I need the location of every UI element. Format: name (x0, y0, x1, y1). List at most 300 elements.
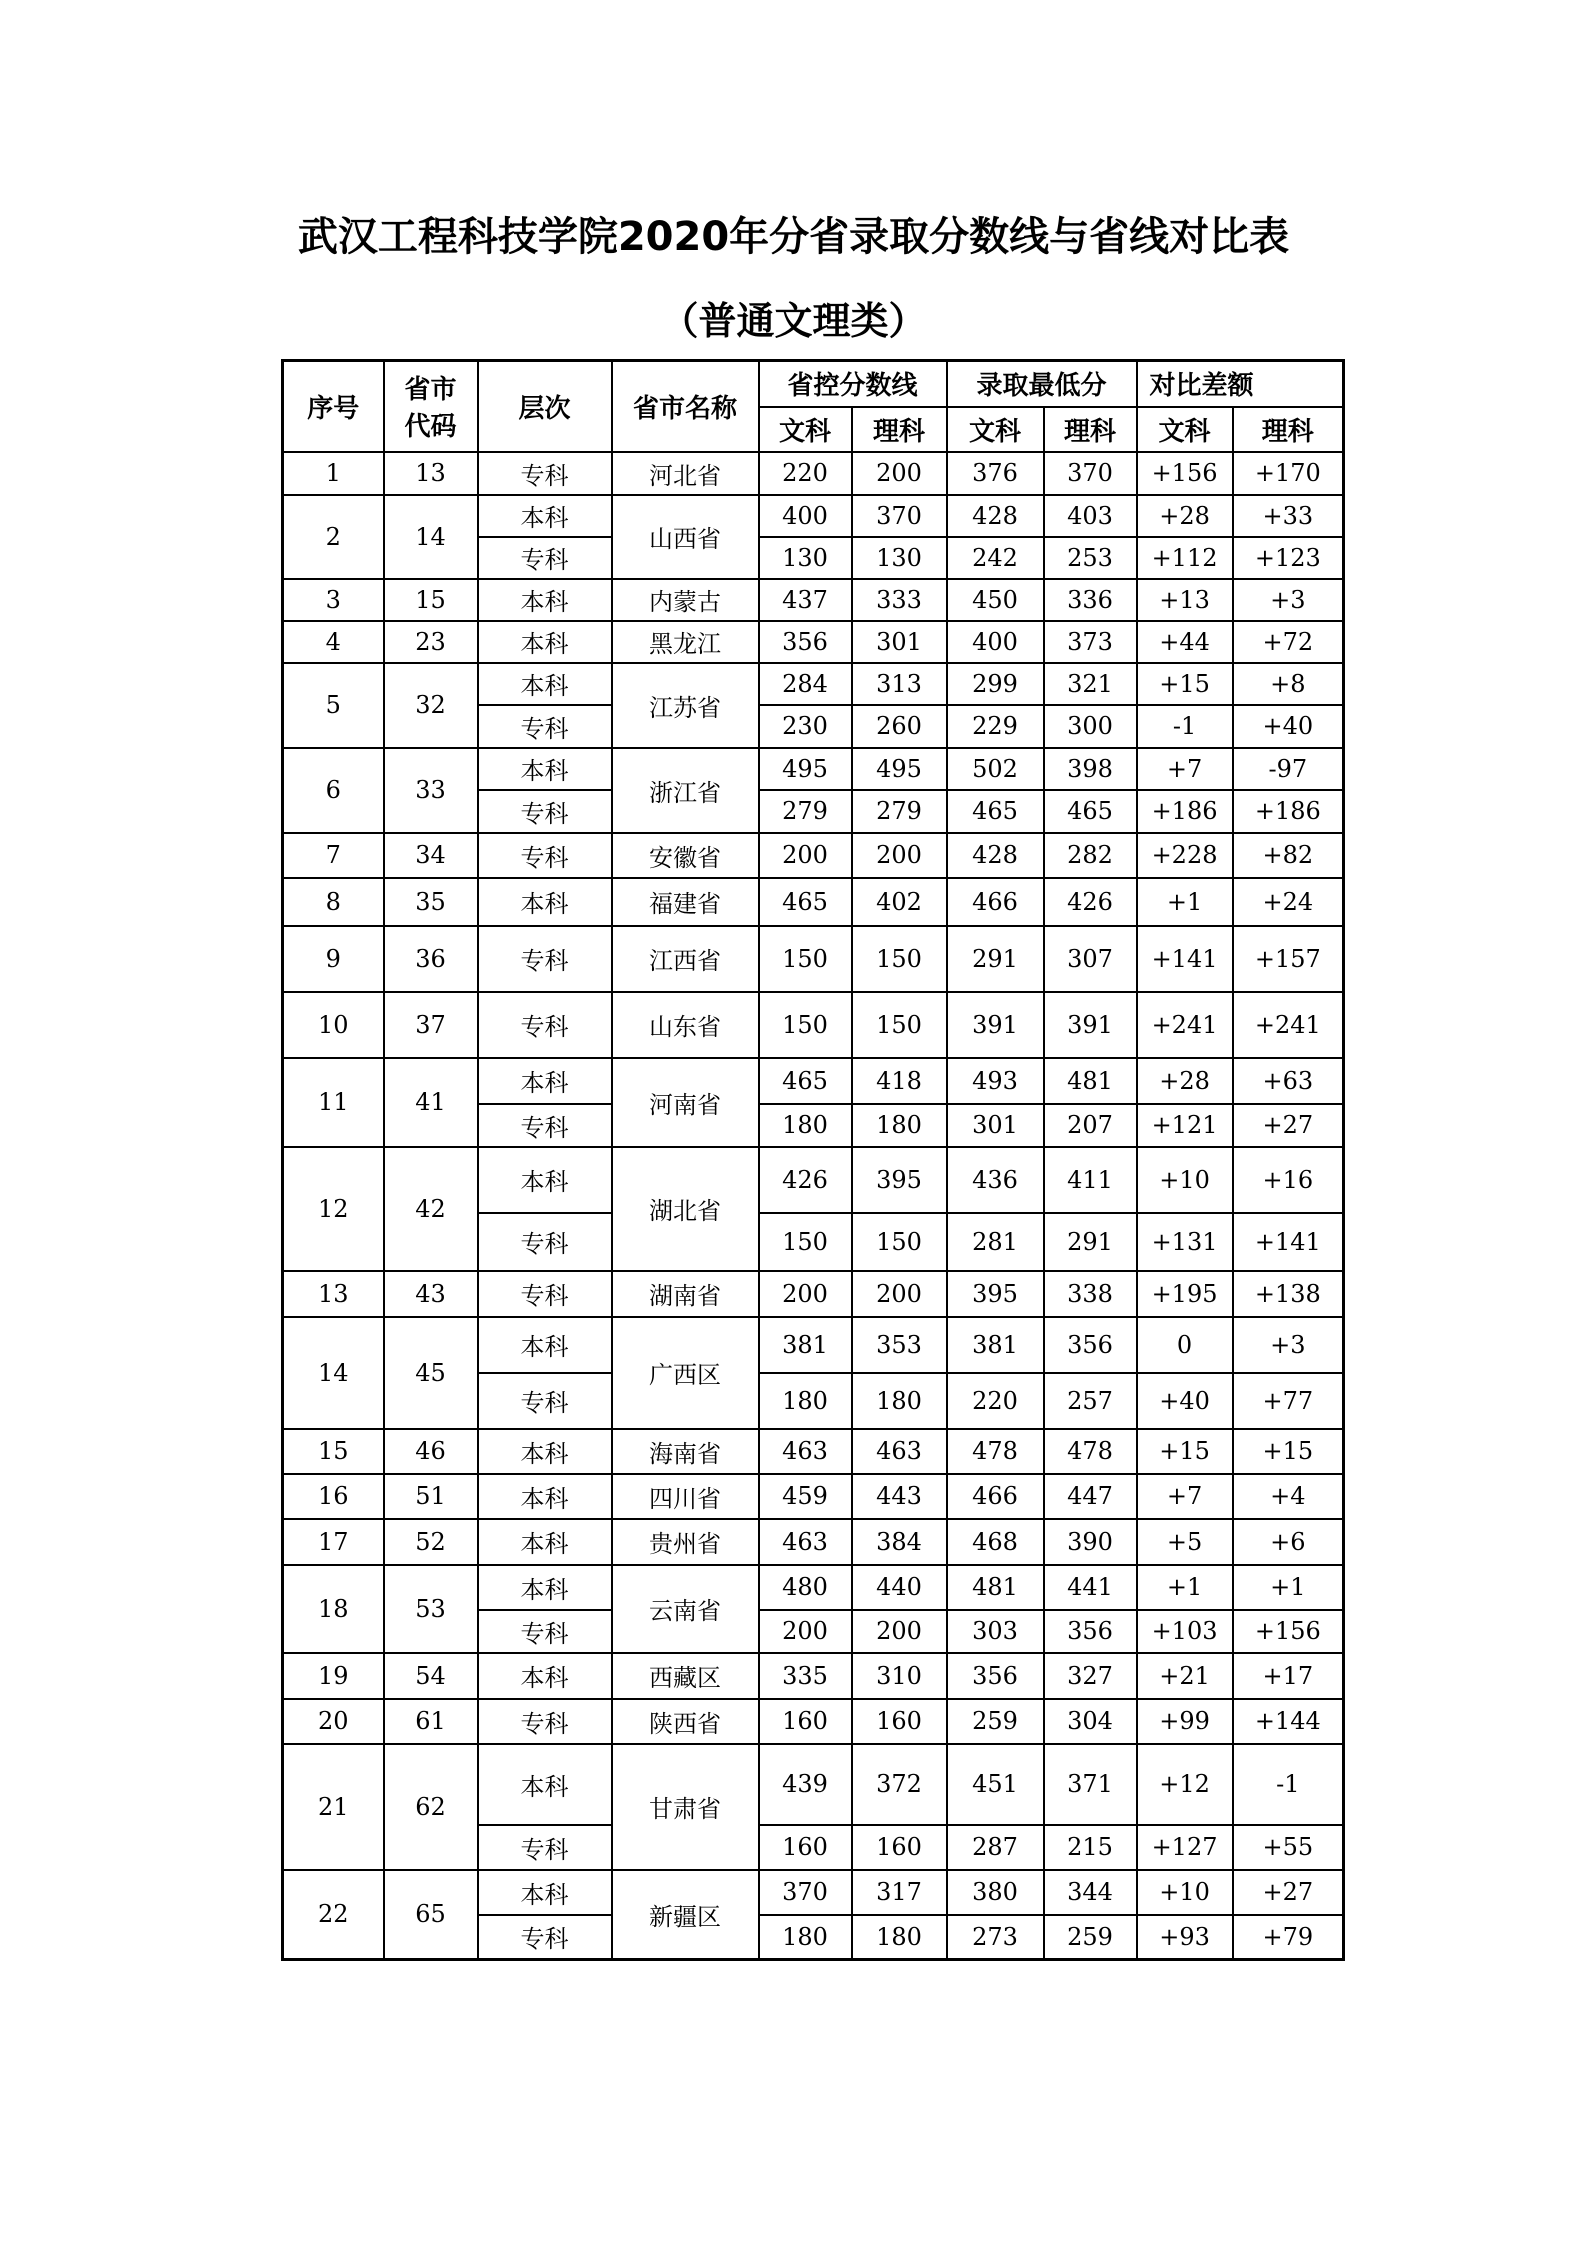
cell-diff-sci: +170 (1233, 452, 1344, 495)
cell-min-arts: 259 (947, 1699, 1044, 1744)
cell-index: 1 (283, 452, 384, 495)
cell-ctrl-sci: 200 (852, 1271, 947, 1317)
cell-ctrl-arts: 463 (759, 1429, 852, 1474)
cell-index: 14 (283, 1317, 384, 1429)
table-row (283, 663, 1344, 705)
cell-index: 10 (283, 992, 384, 1058)
cell-province: 江苏省 (612, 663, 759, 748)
cell-index: 9 (283, 926, 384, 992)
cell-diff-sci: +16 (1233, 1147, 1344, 1213)
cell-min-arts: 391 (947, 992, 1044, 1058)
cell-level: 本科 (478, 1744, 612, 1825)
cell-diff-arts: +40 (1137, 1373, 1233, 1429)
cell-ctrl-sci: 418 (852, 1058, 947, 1104)
cell-level: 本科 (478, 1870, 612, 1915)
cell-code: 46 (384, 1429, 478, 1474)
table-row (283, 1147, 1344, 1213)
cell-min-sci: 391 (1044, 992, 1137, 1058)
cell-min-sci: 481 (1044, 1058, 1137, 1104)
cell-diff-arts: 0 (1137, 1317, 1233, 1373)
cell-ctrl-arts: 284 (759, 663, 852, 705)
cell-diff-sci: +15 (1233, 1429, 1344, 1474)
cell-diff-sci: +3 (1233, 579, 1344, 621)
cell-min-sci: 207 (1044, 1104, 1137, 1147)
cell-diff-arts: +156 (1137, 452, 1233, 495)
cell-ctrl-sci: 260 (852, 705, 947, 748)
cell-ctrl-arts: 439 (759, 1744, 852, 1825)
cell-diff-sci: +186 (1233, 790, 1344, 833)
cell-min-arts: 466 (947, 878, 1044, 926)
cell-min-arts: 478 (947, 1429, 1044, 1474)
cell-min-sci: 327 (1044, 1653, 1137, 1699)
cell-index: 5 (283, 663, 384, 748)
cell-min-arts: 465 (947, 790, 1044, 833)
cell-min-arts: 376 (947, 452, 1044, 495)
cell-index: 12 (283, 1147, 384, 1271)
cell-level: 专科 (478, 705, 612, 748)
table-row (283, 878, 1344, 926)
header-province: 省市名称 (612, 361, 759, 452)
cell-min-arts: 291 (947, 926, 1044, 992)
cell-ctrl-arts: 150 (759, 1213, 852, 1271)
cell-diff-arts: +99 (1137, 1699, 1233, 1744)
cell-min-sci: 336 (1044, 579, 1137, 621)
cell-diff-arts: +21 (1137, 1653, 1233, 1699)
cell-ctrl-sci: 301 (852, 621, 947, 663)
cell-diff-sci: +123 (1233, 537, 1344, 579)
cell-level: 本科 (478, 878, 612, 926)
cell-diff-sci: +3 (1233, 1317, 1344, 1373)
cell-code: 61 (384, 1699, 478, 1744)
cell-level: 专科 (478, 1104, 612, 1147)
cell-province: 西藏区 (612, 1653, 759, 1699)
table-row (283, 1474, 1344, 1519)
cell-min-arts: 380 (947, 1870, 1044, 1915)
cell-min-arts: 299 (947, 663, 1044, 705)
cell-ctrl-arts: 200 (759, 1610, 852, 1653)
cell-level: 专科 (478, 992, 612, 1058)
header-min-arts: 文科 (947, 407, 1044, 452)
cell-diff-sci: +8 (1233, 663, 1344, 705)
cell-diff-arts: +15 (1137, 1429, 1233, 1474)
cell-diff-sci: +55 (1233, 1825, 1344, 1870)
header-level: 层次 (478, 361, 612, 452)
cell-ctrl-arts: 160 (759, 1699, 852, 1744)
cell-level: 专科 (478, 1213, 612, 1271)
cell-min-sci: 307 (1044, 926, 1137, 992)
cell-ctrl-sci: 150 (852, 926, 947, 992)
cell-index: 4 (283, 621, 384, 663)
cell-level: 本科 (478, 579, 612, 621)
cell-code: 23 (384, 621, 478, 663)
cell-min-arts: 428 (947, 833, 1044, 878)
cell-index: 7 (283, 833, 384, 878)
header-code: 省市代码 (384, 361, 478, 452)
document-subtitle: （普通文理类） (660, 299, 927, 343)
cell-min-sci: 465 (1044, 790, 1137, 833)
cell-ctrl-sci: 200 (852, 833, 947, 878)
cell-diff-arts: +195 (1137, 1271, 1233, 1317)
table-row (283, 833, 1344, 878)
cell-min-sci: 373 (1044, 621, 1137, 663)
cell-diff-sci: +63 (1233, 1058, 1344, 1104)
cell-code: 33 (384, 748, 478, 833)
cell-province: 广西区 (612, 1317, 759, 1429)
cell-diff-arts: +1 (1137, 878, 1233, 926)
cell-code: 65 (384, 1870, 478, 1960)
table-row (283, 495, 1344, 537)
table-row (283, 1744, 1344, 1825)
cell-diff-sci: +4 (1233, 1474, 1344, 1519)
cell-index: 6 (283, 748, 384, 833)
cell-province: 山西省 (612, 495, 759, 579)
cell-code: 36 (384, 926, 478, 992)
cell-min-arts: 356 (947, 1653, 1044, 1699)
cell-diff-sci: +77 (1233, 1373, 1344, 1429)
cell-code: 45 (384, 1317, 478, 1429)
cell-ctrl-arts: 200 (759, 833, 852, 878)
cell-province: 河北省 (612, 452, 759, 495)
cell-min-sci: 370 (1044, 452, 1137, 495)
table-row (283, 1519, 1344, 1565)
cell-diff-arts: +12 (1137, 1744, 1233, 1825)
cell-diff-arts: +112 (1137, 537, 1233, 579)
cell-code: 37 (384, 992, 478, 1058)
cell-diff-sci: +138 (1233, 1271, 1344, 1317)
cell-ctrl-arts: 180 (759, 1104, 852, 1147)
cell-ctrl-sci: 180 (852, 1915, 947, 1960)
cell-ctrl-arts: 160 (759, 1825, 852, 1870)
cell-ctrl-sci: 372 (852, 1744, 947, 1825)
cell-level: 专科 (478, 790, 612, 833)
table-row (283, 1317, 1344, 1373)
header-min-science: 理科 (1044, 407, 1137, 452)
cell-level: 专科 (478, 1373, 612, 1429)
cell-diff-arts: +103 (1137, 1610, 1233, 1653)
cell-ctrl-sci: 160 (852, 1699, 947, 1744)
cell-index: 8 (283, 878, 384, 926)
cell-min-arts: 466 (947, 1474, 1044, 1519)
cell-diff-sci: -97 (1233, 748, 1344, 790)
cell-diff-sci: +27 (1233, 1870, 1344, 1915)
cell-index: 22 (283, 1870, 384, 1960)
cell-ctrl-sci: 150 (852, 1213, 947, 1271)
cell-ctrl-arts: 335 (759, 1653, 852, 1699)
cell-min-arts: 301 (947, 1104, 1044, 1147)
cell-diff-sci: +157 (1233, 926, 1344, 992)
cell-diff-sci: +79 (1233, 1915, 1344, 1960)
cell-ctrl-arts: 220 (759, 452, 852, 495)
cell-ctrl-arts: 463 (759, 1519, 852, 1565)
cell-diff-sci: +1 (1233, 1565, 1344, 1610)
cell-province: 云南省 (612, 1565, 759, 1653)
cell-diff-sci: +17 (1233, 1653, 1344, 1699)
cell-province: 山东省 (612, 992, 759, 1058)
cell-min-arts: 468 (947, 1519, 1044, 1565)
cell-diff-sci: +40 (1233, 705, 1344, 748)
cell-code: 15 (384, 579, 478, 621)
cell-level: 本科 (478, 621, 612, 663)
cell-level: 专科 (478, 1915, 612, 1960)
cell-index: 20 (283, 1699, 384, 1744)
header-control-science: 理科 (852, 407, 947, 452)
cell-code: 43 (384, 1271, 478, 1317)
cell-ctrl-arts: 150 (759, 926, 852, 992)
cell-code: 53 (384, 1565, 478, 1653)
table-row (283, 748, 1344, 790)
cell-code: 52 (384, 1519, 478, 1565)
cell-level: 专科 (478, 926, 612, 992)
cell-ctrl-arts: 356 (759, 621, 852, 663)
table-row (283, 1271, 1344, 1317)
cell-level: 本科 (478, 1474, 612, 1519)
cell-code: 13 (384, 452, 478, 495)
cell-level: 本科 (478, 1565, 612, 1610)
cell-diff-arts: +13 (1137, 579, 1233, 621)
cell-level: 专科 (478, 537, 612, 579)
cell-index: 3 (283, 579, 384, 621)
cell-index: 15 (283, 1429, 384, 1474)
cell-province: 河南省 (612, 1058, 759, 1147)
cell-diff-sci: +24 (1233, 878, 1344, 926)
cell-min-sci: 441 (1044, 1565, 1137, 1610)
cell-level: 本科 (478, 1519, 612, 1565)
cell-index: 2 (283, 495, 384, 579)
cell-index: 11 (283, 1058, 384, 1147)
cell-min-arts: 436 (947, 1147, 1044, 1213)
cell-diff-sci: +82 (1233, 833, 1344, 878)
cell-ctrl-sci: 279 (852, 790, 947, 833)
cell-level: 专科 (478, 1699, 612, 1744)
cell-min-sci: 215 (1044, 1825, 1137, 1870)
cell-min-sci: 426 (1044, 878, 1137, 926)
cell-diff-arts: +121 (1137, 1104, 1233, 1147)
header-index: 序号 (283, 361, 384, 452)
cell-diff-arts: +93 (1137, 1915, 1233, 1960)
cell-ctrl-sci: 443 (852, 1474, 947, 1519)
cell-level: 本科 (478, 663, 612, 705)
cell-diff-arts: +44 (1137, 621, 1233, 663)
cell-diff-arts: +7 (1137, 1474, 1233, 1519)
cell-min-arts: 428 (947, 495, 1044, 537)
cell-province: 新疆区 (612, 1870, 759, 1960)
cell-code: 34 (384, 833, 478, 878)
cell-min-sci: 304 (1044, 1699, 1137, 1744)
cell-min-sci: 282 (1044, 833, 1137, 878)
cell-level: 本科 (478, 1147, 612, 1213)
cell-ctrl-sci: 395 (852, 1147, 947, 1213)
cell-min-sci: 257 (1044, 1373, 1137, 1429)
header-diff-arts: 文科 (1137, 407, 1233, 452)
cell-diff-arts: -1 (1137, 705, 1233, 748)
cell-ctrl-sci: 463 (852, 1429, 947, 1474)
cell-min-sci: 403 (1044, 495, 1137, 537)
cell-diff-sci: +241 (1233, 992, 1344, 1058)
cell-diff-sci: +27 (1233, 1104, 1344, 1147)
cell-ctrl-arts: 180 (759, 1373, 852, 1429)
cell-ctrl-sci: 317 (852, 1870, 947, 1915)
cell-min-arts: 273 (947, 1915, 1044, 1960)
cell-province: 江西省 (612, 926, 759, 992)
cell-diff-arts: +186 (1137, 790, 1233, 833)
cell-ctrl-sci: 440 (852, 1565, 947, 1610)
document-title: 武汉工程科技学院2020年分省录取分数线与省线对比表 (297, 214, 1290, 260)
cell-level: 专科 (478, 1271, 612, 1317)
cell-province: 黑龙江 (612, 621, 759, 663)
cell-min-sci: 291 (1044, 1213, 1137, 1271)
header-diff-science: 理科 (1233, 407, 1344, 452)
table-row (283, 1429, 1344, 1474)
cell-level: 专科 (478, 452, 612, 495)
cell-min-arts: 303 (947, 1610, 1044, 1653)
cell-min-sci: 371 (1044, 1744, 1137, 1825)
cell-ctrl-sci: 353 (852, 1317, 947, 1373)
cell-diff-arts: +15 (1137, 663, 1233, 705)
cell-ctrl-arts: 480 (759, 1565, 852, 1610)
cell-ctrl-arts: 459 (759, 1474, 852, 1519)
cell-code: 54 (384, 1653, 478, 1699)
cell-diff-sci: +33 (1233, 495, 1344, 537)
cell-min-arts: 450 (947, 579, 1044, 621)
admission-score-table (281, 359, 1345, 1961)
table-row (283, 992, 1344, 1058)
cell-diff-arts: +28 (1137, 495, 1233, 537)
cell-ctrl-arts: 150 (759, 992, 852, 1058)
cell-min-arts: 400 (947, 621, 1044, 663)
cell-diff-sci: +144 (1233, 1699, 1344, 1744)
cell-code: 62 (384, 1744, 478, 1870)
cell-ctrl-arts: 465 (759, 1058, 852, 1104)
cell-diff-arts: +1 (1137, 1565, 1233, 1610)
cell-diff-arts: +10 (1137, 1870, 1233, 1915)
cell-province: 内蒙古 (612, 579, 759, 621)
cell-code: 35 (384, 878, 478, 926)
table-row (283, 1699, 1344, 1744)
cell-level: 本科 (478, 1317, 612, 1373)
cell-min-sci: 390 (1044, 1519, 1137, 1565)
cell-ctrl-arts: 495 (759, 748, 852, 790)
cell-diff-arts: +127 (1137, 1825, 1233, 1870)
cell-ctrl-sci: 384 (852, 1519, 947, 1565)
cell-code: 51 (384, 1474, 478, 1519)
header-control-arts: 文科 (759, 407, 852, 452)
cell-code: 32 (384, 663, 478, 748)
cell-ctrl-sci: 150 (852, 992, 947, 1058)
table-row (283, 621, 1344, 663)
cell-province: 陕西省 (612, 1699, 759, 1744)
cell-ctrl-sci: 160 (852, 1825, 947, 1870)
cell-ctrl-arts: 465 (759, 878, 852, 926)
cell-min-arts: 381 (947, 1317, 1044, 1373)
cell-ctrl-arts: 230 (759, 705, 852, 748)
header-difference: 对比差额 (1137, 361, 1344, 407)
header-min-score: 录取最低分 (947, 361, 1137, 407)
cell-level: 本科 (478, 1653, 612, 1699)
cell-index: 18 (283, 1565, 384, 1653)
cell-diff-sci: -1 (1233, 1744, 1344, 1825)
cell-min-arts: 220 (947, 1373, 1044, 1429)
cell-min-arts: 481 (947, 1565, 1044, 1610)
table-body (283, 452, 1344, 1960)
cell-min-sci: 253 (1044, 537, 1137, 579)
cell-level: 本科 (478, 495, 612, 537)
cell-min-arts: 451 (947, 1744, 1044, 1825)
cell-index: 21 (283, 1744, 384, 1870)
cell-ctrl-sci: 313 (852, 663, 947, 705)
cell-min-sci: 411 (1044, 1147, 1137, 1213)
cell-province: 湖南省 (612, 1271, 759, 1317)
cell-min-arts: 395 (947, 1271, 1044, 1317)
cell-level: 本科 (478, 1429, 612, 1474)
cell-province: 安徽省 (612, 833, 759, 878)
cell-ctrl-sci: 180 (852, 1373, 947, 1429)
cell-min-sci: 300 (1044, 705, 1137, 748)
cell-province: 湖北省 (612, 1147, 759, 1271)
cell-level: 本科 (478, 1058, 612, 1104)
cell-province: 甘肃省 (612, 1744, 759, 1870)
cell-ctrl-sci: 130 (852, 537, 947, 579)
table-row (283, 1653, 1344, 1699)
cell-min-sci: 259 (1044, 1915, 1137, 1960)
cell-diff-sci: +141 (1233, 1213, 1344, 1271)
cell-diff-arts: +7 (1137, 748, 1233, 790)
cell-level: 专科 (478, 833, 612, 878)
cell-min-arts: 242 (947, 537, 1044, 579)
cell-min-sci: 398 (1044, 748, 1137, 790)
cell-min-sci: 478 (1044, 1429, 1137, 1474)
cell-ctrl-arts: 130 (759, 537, 852, 579)
cell-diff-arts: +131 (1137, 1213, 1233, 1271)
cell-min-sci: 356 (1044, 1610, 1137, 1653)
cell-code: 42 (384, 1147, 478, 1271)
cell-ctrl-sci: 200 (852, 452, 947, 495)
cell-diff-arts: +241 (1137, 992, 1233, 1058)
table-row (283, 1565, 1344, 1610)
cell-ctrl-sci: 370 (852, 495, 947, 537)
cell-level: 本科 (478, 748, 612, 790)
cell-min-sci: 344 (1044, 1870, 1137, 1915)
cell-index: 13 (283, 1271, 384, 1317)
cell-province: 海南省 (612, 1429, 759, 1474)
cell-province: 贵州省 (612, 1519, 759, 1565)
table-row (283, 1058, 1344, 1104)
cell-province: 浙江省 (612, 748, 759, 833)
cell-min-arts: 493 (947, 1058, 1044, 1104)
cell-min-arts: 229 (947, 705, 1044, 748)
cell-diff-sci: +156 (1233, 1610, 1344, 1653)
table-row (283, 1870, 1344, 1915)
cell-ctrl-arts: 381 (759, 1317, 852, 1373)
table-row (283, 926, 1344, 992)
cell-min-sci: 356 (1044, 1317, 1137, 1373)
cell-ctrl-arts: 426 (759, 1147, 852, 1213)
cell-ctrl-sci: 310 (852, 1653, 947, 1699)
cell-code: 14 (384, 495, 478, 579)
cell-level: 专科 (478, 1610, 612, 1653)
cell-ctrl-sci: 333 (852, 579, 947, 621)
cell-province: 福建省 (612, 878, 759, 926)
cell-min-arts: 281 (947, 1213, 1044, 1271)
table-row (283, 579, 1344, 621)
header-control-line: 省控分数线 (759, 361, 947, 407)
cell-ctrl-arts: 279 (759, 790, 852, 833)
cell-ctrl-arts: 400 (759, 495, 852, 537)
cell-diff-arts: +5 (1137, 1519, 1233, 1565)
cell-province: 四川省 (612, 1474, 759, 1519)
cell-diff-arts: +228 (1137, 833, 1233, 878)
cell-index: 16 (283, 1474, 384, 1519)
cell-ctrl-sci: 200 (852, 1610, 947, 1653)
